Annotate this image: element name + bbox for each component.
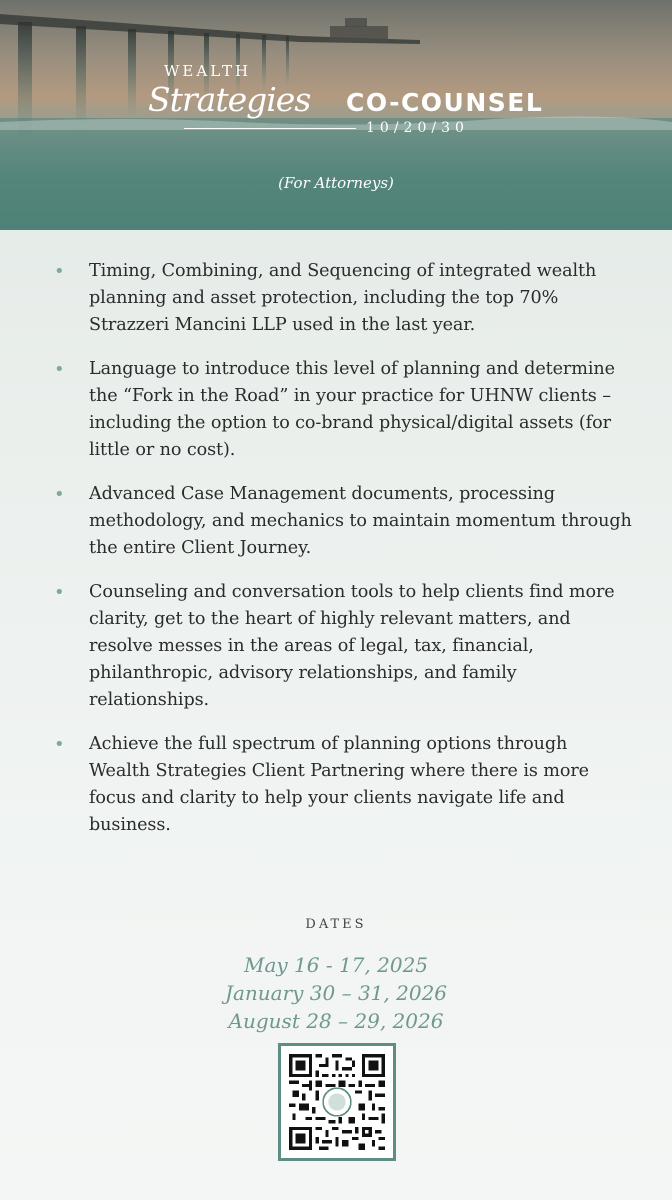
list-item-text: Timing, Combining, and Sequencing of integrated wealth planning and asset protection, including the top 70% Strazzeri Mancini LLP used in the last year. xyxy=(89,261,597,335)
program-logo xyxy=(0,0,672,230)
list-item xyxy=(52,579,632,714)
logo-cocounsel-text: CO-COUNSEL xyxy=(346,88,544,117)
logo-wealth-text: WEALTH xyxy=(164,62,252,80)
bullet-icon: • xyxy=(54,734,65,755)
list-item xyxy=(52,731,632,839)
bullet-icon: • xyxy=(54,261,65,282)
bullet-icon: • xyxy=(54,484,65,505)
list-item-text: Advanced Case Management documents, processing methodology, and mechanics to maintain momentum through the entire Client Journey. xyxy=(89,484,632,558)
benefits-list xyxy=(52,258,632,856)
list-item xyxy=(52,356,632,464)
list-item-text: Achieve the full spectrum of planning options through Wealth Strategies Client Partnering where there is more focus and clarity to help your clients navigate life and business. xyxy=(89,734,589,835)
qr-code-icon xyxy=(289,1054,385,1150)
header-hero-image xyxy=(0,0,672,230)
date-item: January 30 – 31, 2026 xyxy=(224,981,448,1005)
logo-strategies-text: Strategies xyxy=(148,80,311,119)
list-item-text: Counseling and conversation tools to help clients find more clarity, get to the heart of highly relevant matters, and resolve messes in the areas of legal, tax, financial, philanthropic, advisory relationships, and family relationships. xyxy=(89,582,615,710)
list-item xyxy=(52,258,632,339)
date-item: August 28 – 29, 2026 xyxy=(228,1009,444,1033)
date-item: May 16 - 17, 2025 xyxy=(243,953,429,977)
bullet-icon: • xyxy=(54,359,65,380)
logo-years-text: 10/20/30 xyxy=(366,120,469,136)
list-item-text: Language to introduce this level of planning and determine the “Fork in the Road” in your practice for UHNW clients – including the option to co-brand physical/digital assets (for little or no cost). xyxy=(89,359,615,460)
logo-divider-line xyxy=(184,128,356,129)
bullet-icon: • xyxy=(54,582,65,603)
list-item xyxy=(52,481,632,562)
qr-code-frame[interactable] xyxy=(278,1043,396,1161)
dates-heading: DATES xyxy=(305,917,367,932)
audience-subtitle: (For Attorneys) xyxy=(278,174,394,192)
